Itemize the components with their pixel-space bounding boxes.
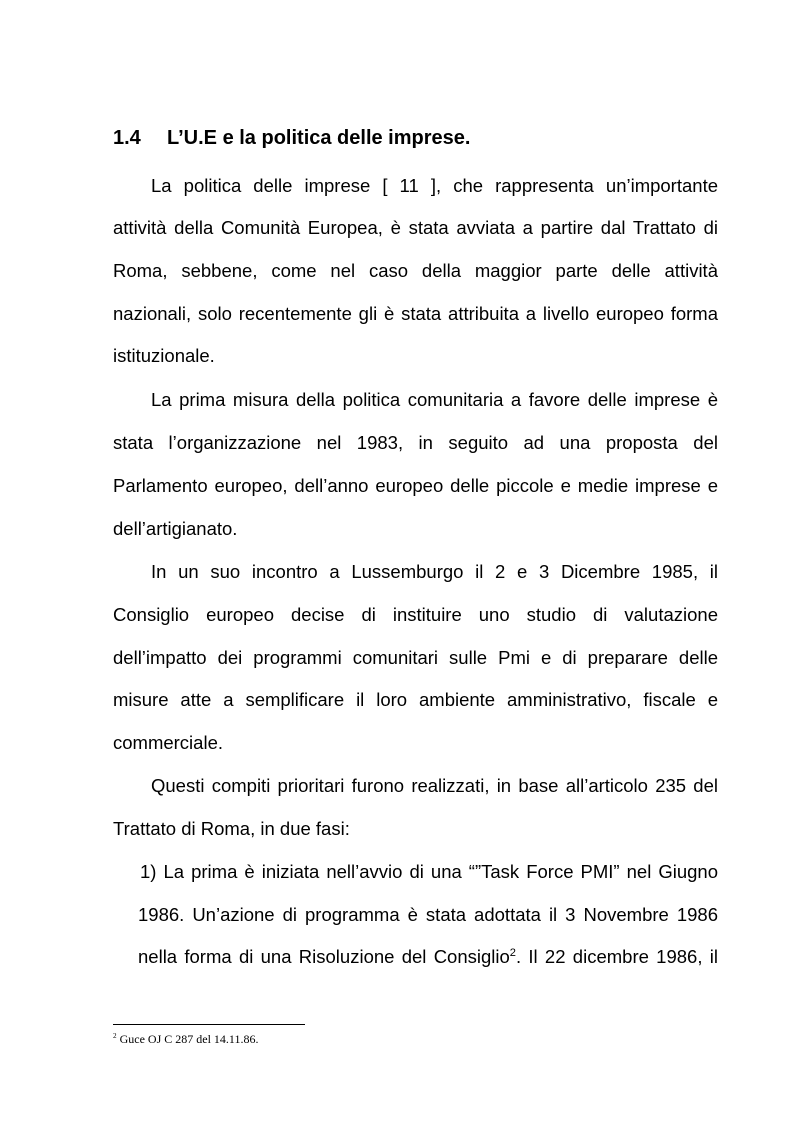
body-line: Parlamento europeo, dell’anno europeo delle piccole e medie imprese e (113, 475, 718, 496)
footnote (113, 1031, 258, 1047)
list-item-line (138, 944, 718, 970)
section-heading (113, 124, 470, 152)
body-line: Questi compiti prioritari furono realizzati, in base all’articolo 235 del (151, 775, 718, 796)
body-line: In un suo incontro a Lussemburgo il 2 e 3 Dicembre 1985, il (151, 561, 718, 582)
body-line: istituzionale. (113, 345, 215, 366)
section-number: 1.4 (113, 127, 141, 149)
body-line: nazionali, solo recentemente gli è stata attribuita a livello europeo forma (113, 303, 718, 324)
body-line: Consiglio europeo decise di instituire uno studio di valutazione (113, 604, 718, 625)
list-item-line: 1) La prima è iniziata nell’avvio di una “”Task Force PMI” nel Giugno (140, 861, 718, 882)
body-line: La prima misura della politica comunitaria a favore delle imprese è (151, 389, 718, 410)
footnote-text: Guce OJ C 287 del 14.11.86. (116, 1032, 259, 1046)
body-line: dell’impatto dei programmi comunitari sulle Pmi e di preparare delle (113, 647, 718, 668)
body-line: attività della Comunità Europea, è stata avviata a partire dal Trattato di (113, 217, 718, 238)
footnote-separator (113, 1024, 305, 1025)
body-line: misure atte a semplificare il loro ambiente amministrativo, fiscale e (113, 689, 718, 710)
body-line: Roma, sebbene, come nel caso della maggior parte delle attività (113, 260, 718, 281)
footnote-reference[interactable]: 2 (509, 946, 516, 959)
body-line: stata l’organizzazione nel 1983, in seguito ad una proposta del (113, 432, 718, 453)
body-line: Trattato di Roma, in due fasi: (113, 818, 350, 839)
footnote-number: 2 (113, 1032, 117, 1040)
list-item-line: 1986. Un’azione di programma è stata adottata il 3 Novembre 1986 (138, 904, 718, 925)
body-line: La politica delle imprese [ 11 ], che rappresenta un’importante (151, 175, 718, 196)
body-line: commerciale. (113, 732, 223, 753)
last-line-before: nella forma di una Risoluzione del Consiglio (138, 946, 510, 967)
last-line-after: . Il 22 dicembre 1986, il (515, 946, 718, 967)
section-title: L’U.E e la politica delle imprese. (167, 127, 471, 149)
body-line: dell’artigianato. (113, 518, 238, 539)
